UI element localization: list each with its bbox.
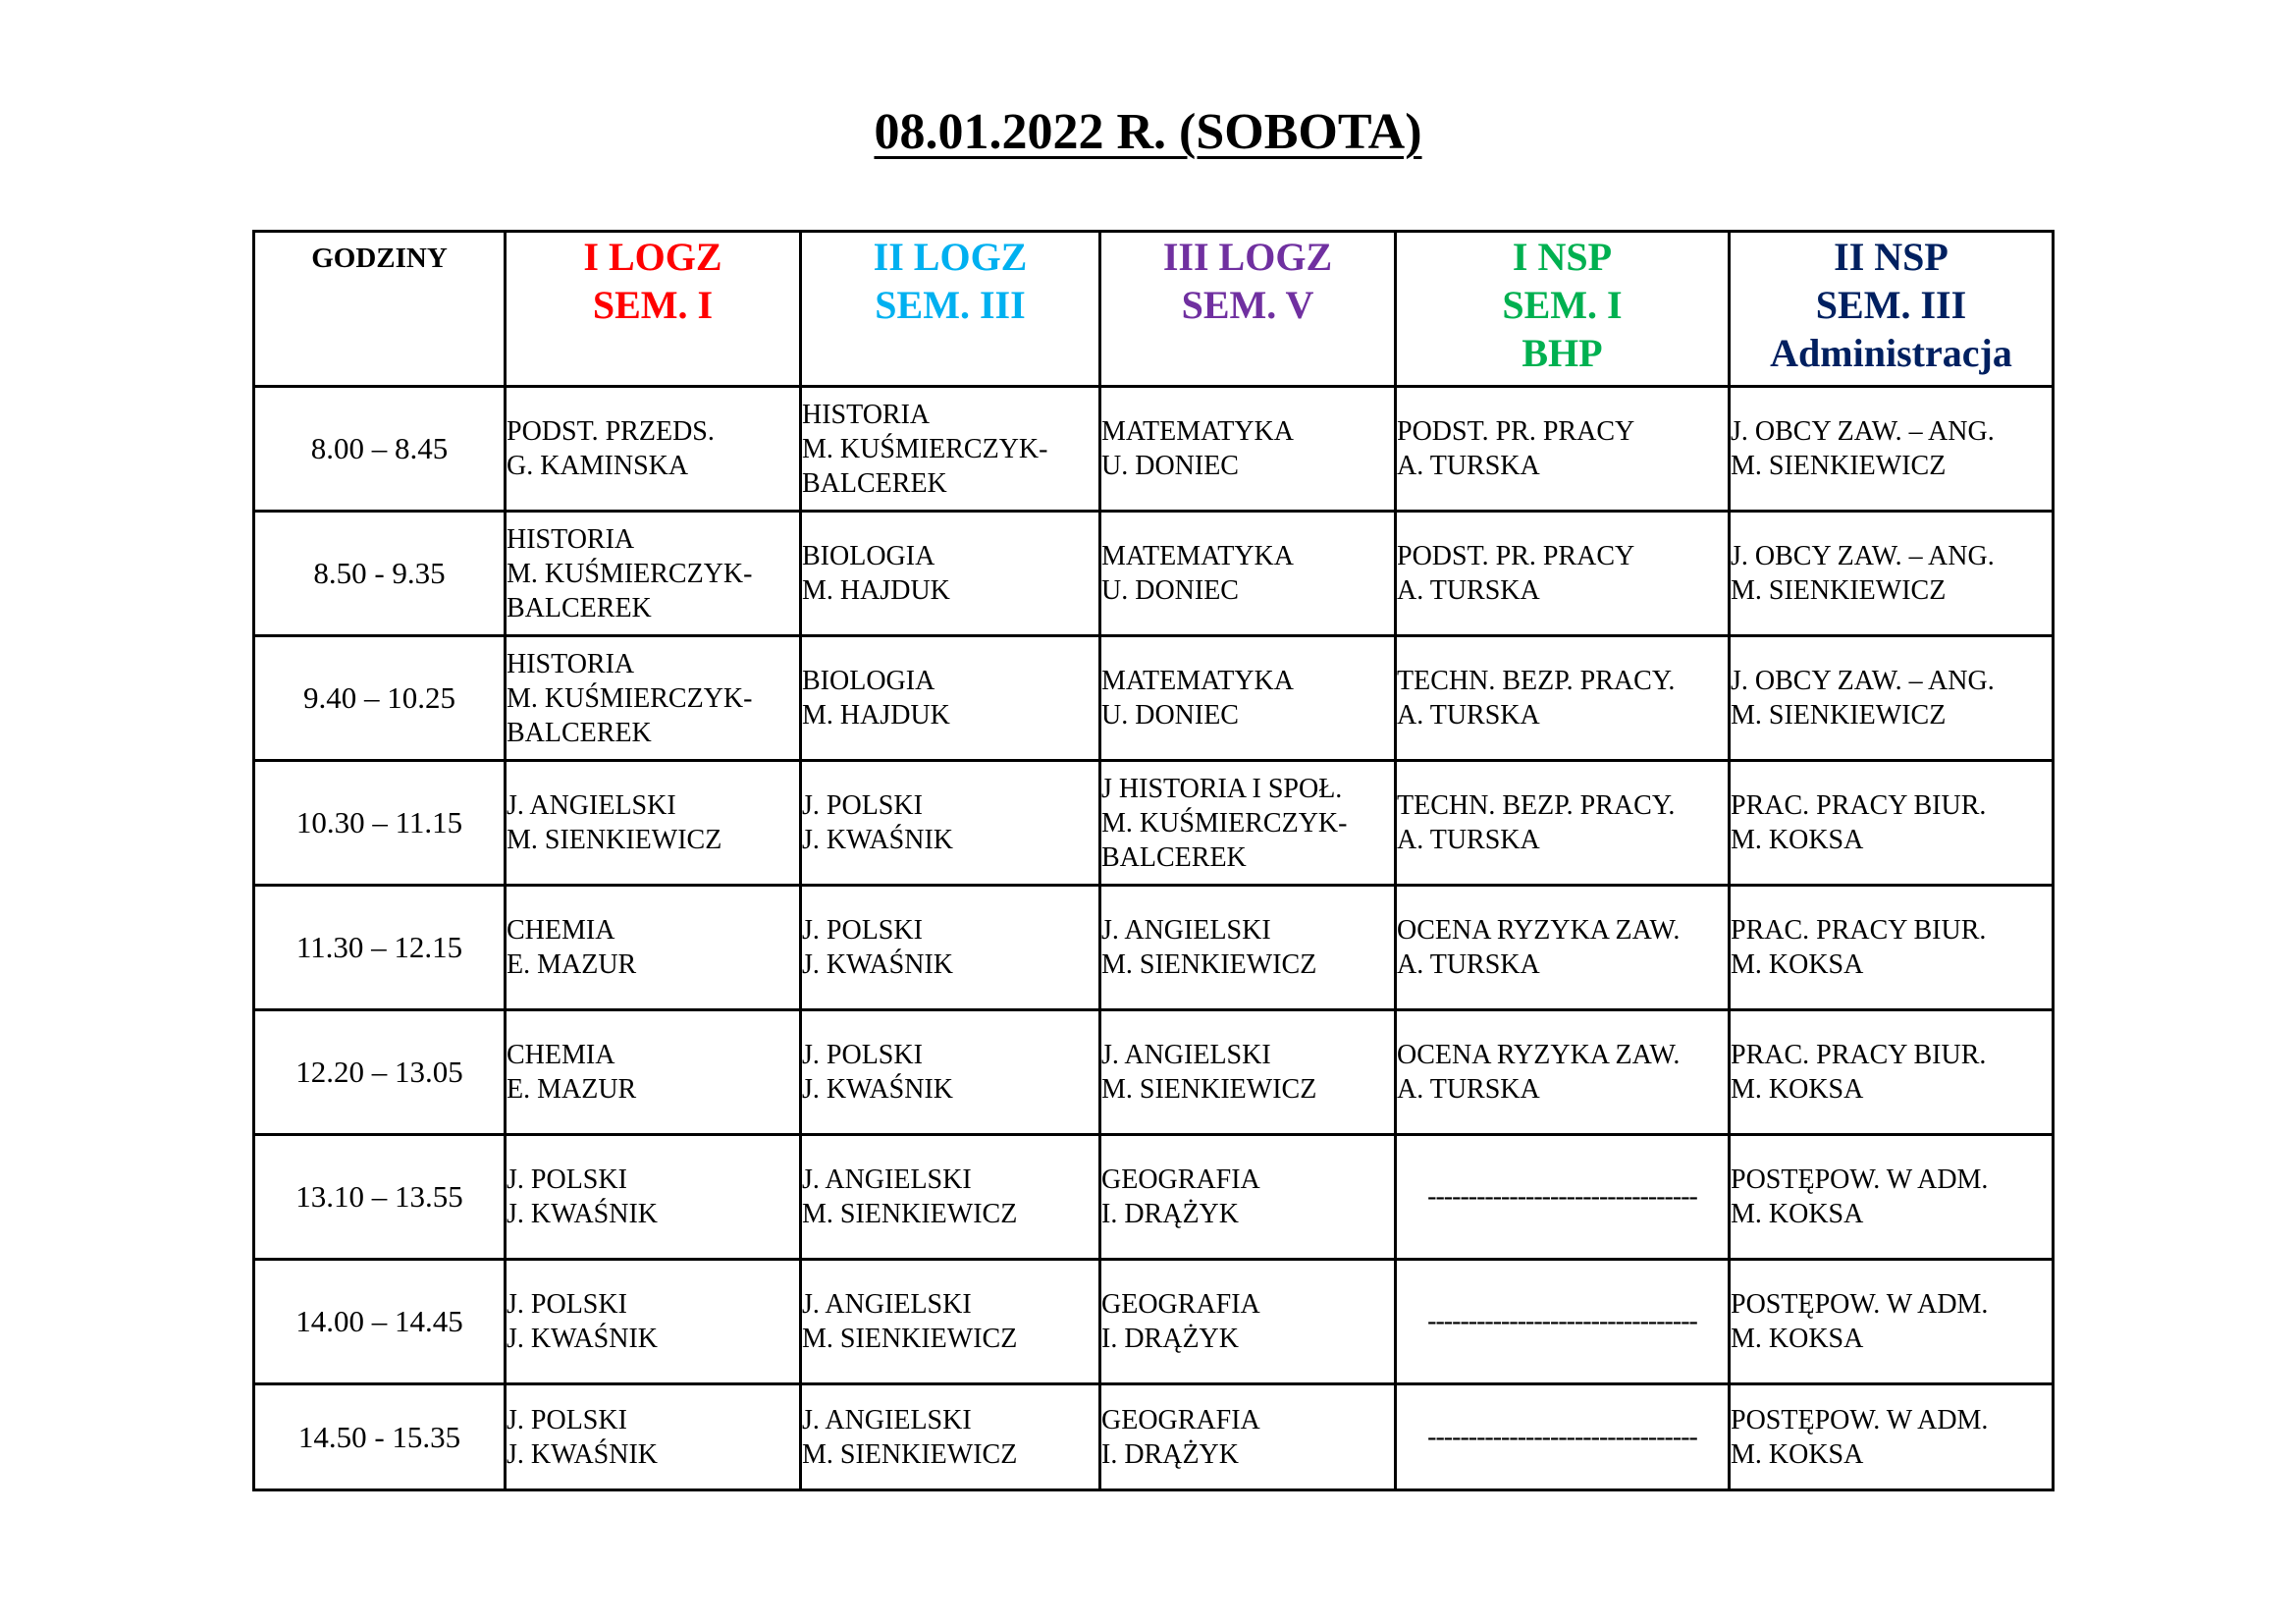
- table-row: [254, 1384, 2054, 1490]
- lesson-cell: [1730, 636, 2054, 761]
- subject-name: HISTORIA: [507, 523, 635, 555]
- group-header-i-nsp: [1396, 232, 1730, 387]
- subject-name: J. OBCY ZAW. – ANG.: [1731, 666, 1995, 696]
- lesson-cell: [1100, 636, 1396, 761]
- subject-name: OCENA RYZYKA ZAW.: [1397, 1040, 1681, 1070]
- time-slot: 8.00 – 8.45: [254, 387, 506, 512]
- lesson-cell: [1100, 512, 1396, 636]
- schedule-body: [254, 387, 2054, 1490]
- subject-name: GEOGRAFIA: [1101, 1164, 1260, 1195]
- lesson-cell: [801, 761, 1100, 886]
- teacher-name: M. SIENKIEWICZ: [1731, 575, 1947, 606]
- lesson-cell: [506, 1260, 801, 1384]
- subject-name: J. ANGIELSKI: [802, 1404, 972, 1435]
- teacher-name: A. TURSKA: [1397, 451, 1540, 481]
- teacher-name: J. KWAŚNIK: [802, 1074, 953, 1105]
- lesson-cell: [1100, 1260, 1396, 1384]
- empty-slot: ---------------------------------: [1396, 1384, 1730, 1490]
- teacher-name: M. KOKSA: [1731, 1438, 1864, 1470]
- group-header-line: SEM. III: [1815, 283, 1967, 327]
- lesson-cell: [1100, 761, 1396, 886]
- table-row: [254, 1135, 2054, 1260]
- group-header-line: SEM. III: [875, 283, 1026, 327]
- lesson-cell: [1396, 886, 1730, 1010]
- subject-name: GEOGRAFIA: [1101, 1404, 1260, 1435]
- group-header-ii-nsp: [1730, 232, 2054, 387]
- subject-name: PODST. PR. PRACY: [1397, 541, 1635, 571]
- table-row: [254, 1010, 2054, 1135]
- table-row: [254, 512, 2054, 636]
- teacher-name: I. DRĄŻYK: [1101, 1324, 1239, 1354]
- empty-slot: ---------------------------------: [1396, 1135, 1730, 1260]
- subject-name: J HISTORIA I SPOŁ.: [1101, 773, 1343, 804]
- teacher-name: M. HAJDUK: [802, 575, 950, 606]
- lesson-cell: [506, 387, 801, 512]
- subject-name: MATEMATYKA: [1101, 416, 1294, 447]
- lesson-cell: [801, 1135, 1100, 1260]
- teacher-name: M. KOKSA: [1731, 1324, 1864, 1354]
- teacher-name: A. TURSKA: [1397, 700, 1540, 731]
- lesson-cell: [1396, 1010, 1730, 1135]
- subject-name: PRAC. PRACY BIUR.: [1731, 790, 1987, 821]
- teacher-name: M. KOKSA: [1731, 949, 1864, 980]
- subject-name: MATEMATYKA: [1101, 541, 1294, 571]
- lesson-cell: [1100, 1135, 1396, 1260]
- group-header-ii-logz: [801, 232, 1100, 387]
- lesson-cell: [1730, 1260, 2054, 1384]
- group-header-line: III LOGZ: [1162, 235, 1333, 279]
- subject-name: J. POLSKI: [802, 915, 923, 946]
- lesson-cell: [506, 1135, 801, 1260]
- lesson-cell: [1730, 761, 2054, 886]
- teacher-name: M. KOKSA: [1731, 1074, 1864, 1105]
- lesson-cell: [1100, 886, 1396, 1010]
- lesson-cell: [801, 886, 1100, 1010]
- subject-name: J. POLSKI: [507, 1289, 627, 1320]
- group-header-line: SEM. I: [592, 283, 714, 327]
- teacher-name: M. SIENKIEWICZ: [1101, 1074, 1317, 1105]
- lesson-cell: [1396, 761, 1730, 886]
- teacher-name: M. KOKSA: [1731, 825, 1864, 855]
- header-row: [254, 232, 2054, 387]
- empty-slot: ---------------------------------: [1396, 1260, 1730, 1384]
- subject-name: J. ANGIELSKI: [1101, 1040, 1271, 1070]
- teacher-name: A. TURSKA: [1397, 1074, 1540, 1105]
- lesson-cell: [1100, 387, 1396, 512]
- teacher-name: U. DONIEC: [1101, 700, 1239, 731]
- lesson-cell: [1396, 512, 1730, 636]
- hours-column-header: GODZINY: [254, 232, 506, 387]
- group-header-line: SEM. I: [1502, 283, 1623, 327]
- group-header-line: II NSP: [1834, 235, 1949, 279]
- teacher-name: M. KUŚMIERCZYK-BALCEREK: [802, 433, 1048, 499]
- subject-name: J. POLSKI: [507, 1164, 627, 1195]
- group-header-iii-logz: [1100, 232, 1396, 387]
- subject-name: CHEMIA: [507, 1040, 615, 1070]
- schedule-header: [254, 232, 2054, 387]
- group-header-i-logz: [506, 232, 801, 387]
- lesson-cell: [506, 512, 801, 636]
- teacher-name: M. SIENKIEWICZ: [1101, 949, 1317, 980]
- teacher-name: U. DONIEC: [1101, 575, 1239, 606]
- time-slot: 11.30 – 12.15: [254, 886, 506, 1010]
- subject-name: J. ANGIELSKI: [1101, 915, 1271, 946]
- teacher-name: M. SIENKIEWICZ: [802, 1438, 1018, 1470]
- subject-name: BIOLOGIA: [802, 666, 935, 696]
- teacher-name: M. KUŚMIERCZYK-BALCEREK: [507, 558, 753, 623]
- lesson-cell: [506, 886, 801, 1010]
- table-row: [254, 761, 2054, 886]
- subject-name: J. OBCY ZAW. – ANG.: [1731, 541, 1995, 571]
- schedule-table: [252, 230, 2055, 1491]
- lesson-cell: [801, 387, 1100, 512]
- group-header-line: SEM. V: [1181, 283, 1314, 327]
- lesson-cell: [1730, 387, 2054, 512]
- lesson-cell: [1100, 1010, 1396, 1135]
- lesson-cell: [506, 1010, 801, 1135]
- group-header-line: I LOGZ: [583, 235, 722, 279]
- subject-name: J. OBCY ZAW. – ANG.: [1731, 416, 1995, 447]
- lesson-cell: [1730, 886, 2054, 1010]
- subject-name: HISTORIA: [507, 648, 635, 679]
- subject-name: J. POLSKI: [507, 1404, 627, 1435]
- teacher-name: M. KUŚMIERCZYK-BALCEREK: [1101, 807, 1348, 873]
- subject-name: TECHN. BEZP. PRACY.: [1397, 666, 1676, 696]
- teacher-name: M. SIENKIEWICZ: [1731, 700, 1947, 731]
- group-header-line: BHP: [1522, 331, 1603, 375]
- subject-name: POSTĘPOW. W ADM.: [1731, 1289, 1989, 1320]
- time-slot: 13.10 – 13.55: [254, 1135, 506, 1260]
- teacher-name: M. KOKSA: [1731, 1199, 1864, 1229]
- teacher-name: M. SIENKIEWICZ: [802, 1199, 1018, 1229]
- lesson-cell: [1396, 636, 1730, 761]
- teacher-name: J. KWAŚNIK: [802, 949, 953, 980]
- teacher-name: M. HAJDUK: [802, 700, 950, 731]
- lesson-cell: [506, 761, 801, 886]
- table-row: [254, 886, 2054, 1010]
- teacher-name: G. KAMINSKA: [507, 451, 689, 481]
- subject-name: PODST. PRZEDS.: [507, 416, 715, 447]
- teacher-name: A. TURSKA: [1397, 949, 1540, 980]
- subject-name: HISTORIA: [802, 399, 931, 430]
- subject-name: J. ANGIELSKI: [802, 1164, 972, 1195]
- subject-name: PRAC. PRACY BIUR.: [1731, 1040, 1987, 1070]
- teacher-name: E. MAZUR: [507, 1074, 637, 1105]
- time-slot: 9.40 – 10.25: [254, 636, 506, 761]
- time-slot: 12.20 – 13.05: [254, 1010, 506, 1135]
- teacher-name: M. SIENKIEWICZ: [1731, 451, 1947, 481]
- teacher-name: J. KWAŚNIK: [507, 1324, 658, 1354]
- subject-name: GEOGRAFIA: [1101, 1289, 1260, 1320]
- lesson-cell: [801, 636, 1100, 761]
- lesson-cell: [506, 636, 801, 761]
- teacher-name: A. TURSKA: [1397, 575, 1540, 606]
- subject-name: J. POLSKI: [802, 1040, 923, 1070]
- lesson-cell: [506, 1384, 801, 1490]
- subject-name: BIOLOGIA: [802, 541, 935, 571]
- lesson-cell: [801, 1260, 1100, 1384]
- group-header-line: II LOGZ: [873, 235, 1028, 279]
- subject-name: PRAC. PRACY BIUR.: [1731, 915, 1987, 946]
- lesson-cell: [1730, 1135, 2054, 1260]
- teacher-name: E. MAZUR: [507, 949, 637, 980]
- teacher-name: J. KWAŚNIK: [802, 825, 953, 855]
- teacher-name: J. KWAŚNIK: [507, 1438, 658, 1470]
- subject-name: MATEMATYKA: [1101, 666, 1294, 696]
- time-slot: 10.30 – 11.15: [254, 761, 506, 886]
- lesson-cell: [1730, 1384, 2054, 1490]
- group-header-line: Administracja: [1770, 331, 2012, 375]
- lesson-cell: [801, 512, 1100, 636]
- teacher-name: I. DRĄŻYK: [1101, 1199, 1239, 1229]
- subject-name: PODST. PR. PRACY: [1397, 416, 1635, 447]
- lesson-cell: [1100, 1384, 1396, 1490]
- time-slot: 14.00 – 14.45: [254, 1260, 506, 1384]
- lesson-cell: [801, 1384, 1100, 1490]
- lesson-cell: [801, 1010, 1100, 1135]
- teacher-name: J. KWAŚNIK: [507, 1199, 658, 1229]
- table-row: [254, 636, 2054, 761]
- subject-name: POSTĘPOW. W ADM.: [1731, 1404, 1989, 1435]
- subject-name: J. ANGIELSKI: [507, 790, 676, 821]
- subject-name: J. ANGIELSKI: [802, 1289, 972, 1320]
- subject-name: OCENA RYZYKA ZAW.: [1397, 915, 1681, 946]
- subject-name: POSTĘPOW. W ADM.: [1731, 1164, 1989, 1195]
- teacher-name: M. SIENKIEWICZ: [802, 1324, 1018, 1354]
- subject-name: J. POLSKI: [802, 790, 923, 821]
- teacher-name: M. KUŚMIERCZYK-BALCEREK: [507, 682, 753, 748]
- table-row: [254, 387, 2054, 512]
- teacher-name: A. TURSKA: [1397, 825, 1540, 855]
- teacher-name: I. DRĄŻYK: [1101, 1438, 1239, 1470]
- lesson-cell: [1730, 1010, 2054, 1135]
- subject-name: TECHN. BEZP. PRACY.: [1397, 790, 1676, 821]
- teacher-name: M. SIENKIEWICZ: [507, 825, 722, 855]
- group-header-line: I NSP: [1512, 235, 1613, 279]
- table-row: [254, 1260, 2054, 1384]
- lesson-cell: [1730, 512, 2054, 636]
- time-slot: 14.50 - 15.35: [254, 1384, 506, 1490]
- time-slot: 8.50 - 9.35: [254, 512, 506, 636]
- teacher-name: U. DONIEC: [1101, 451, 1239, 481]
- page-title: 08.01.2022 R. (SOBOTA): [874, 104, 1422, 160]
- lesson-cell: [1396, 387, 1730, 512]
- subject-name: CHEMIA: [507, 915, 615, 946]
